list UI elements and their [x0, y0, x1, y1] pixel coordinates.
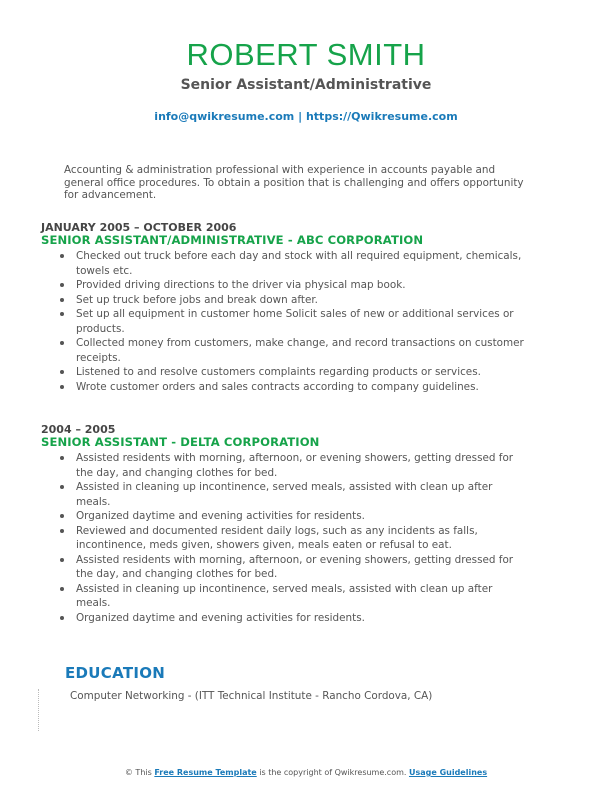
job-dates: 2004 – 2005: [41, 423, 116, 436]
candidate-name: ROBERT SMITH: [186, 37, 426, 72]
website-link[interactable]: https://Qwikresume.com: [305, 110, 458, 123]
bullet-icon: [60, 558, 64, 562]
list-item: Collected money from customers, make change, and record transactions on customer receipts.: [58, 336, 528, 365]
bullet-icon: [60, 485, 64, 489]
contact-separator: |: [294, 110, 306, 123]
list-item: Organized daytime and evening activities for residents.: [58, 509, 528, 524]
bullet-icon: [60, 514, 64, 518]
list-item: Wrote customer orders and sales contracts according to company guidelines.: [58, 380, 528, 395]
bullet-icon: [60, 312, 64, 316]
free-resume-template-link[interactable]: Free Resume Template: [154, 768, 257, 777]
list-item: Assisted residents with morning, afternoon, or evening showers, getting dressed for the day, and changing clothes for bed.: [58, 451, 528, 480]
list-item: Provided driving directions to the driver via physical map book.: [58, 278, 528, 293]
bullet-icon: [60, 385, 64, 389]
list-item: Set up truck before jobs and break down after.: [58, 293, 528, 308]
education-heading: EDUCATION: [65, 664, 166, 682]
contact-line: [0, 110, 612, 124]
footer: [0, 767, 612, 778]
usage-guidelines-link[interactable]: Usage Guidelines: [408, 768, 488, 777]
bullet-icon: [60, 587, 64, 591]
list-item: Listened to and resolve customers complaints regarding products or services.: [58, 365, 528, 380]
job-title: SENIOR ASSISTANT - DELTA CORPORATION: [41, 435, 320, 449]
list-item: Organized daytime and evening activities for residents.: [58, 611, 528, 626]
summary-text: Accounting & administration professional with experience in accounts payable and general office procedures. To obtain a position that is challenging and offers opportunity for advancement.: [64, 164, 524, 201]
section-divider: [38, 689, 39, 731]
job-bullets: [58, 249, 528, 394]
bullet-icon: [60, 254, 64, 258]
footer-prefix: © This: [124, 768, 155, 777]
bullet-icon: [60, 283, 64, 287]
bullet-icon: [60, 370, 64, 374]
list-item: Checked out truck before each day and stock with all required equipment, chemicals, towels etc.: [58, 249, 528, 278]
email-link[interactable]: info@qwikresume.com: [154, 110, 295, 123]
bullet-icon: [60, 341, 64, 345]
job-dates: JANUARY 2005 – OCTOBER 2006: [41, 221, 237, 234]
job-title: SENIOR ASSISTANT/ADMINISTRATIVE - ABC CORPORATION: [41, 233, 424, 247]
list-item: Assisted residents with morning, afternoon, or evening showers, getting dressed for the day, and changing clothes for bed.: [58, 553, 528, 582]
candidate-title: Senior Assistant/Administrative: [180, 77, 432, 93]
list-item: Assisted in cleaning up incontinence, served meals, assisted with clean up after meals.: [58, 582, 528, 611]
list-item: Reviewed and documented resident daily logs, such as any incidents as falls, incontinence, meds given, showers given, meals eaten or refusal to eat.: [58, 524, 528, 553]
list-item: Assisted in cleaning up incontinence, served meals, assisted with clean up after meals.: [58, 480, 528, 509]
bullet-icon: [60, 616, 64, 620]
footer-copyright-text: is the copyright of Qwikresume.com.: [256, 768, 409, 777]
list-item: Set up all equipment in customer home Solicit sales of new or additional services or products.: [58, 307, 528, 336]
bullet-icon: [60, 456, 64, 460]
bullet-icon: [60, 529, 64, 533]
education-item: Computer Networking - (ITT Technical Institute - Rancho Cordova, CA): [70, 690, 433, 702]
bullet-icon: [60, 298, 64, 302]
job-bullets: [58, 451, 528, 625]
